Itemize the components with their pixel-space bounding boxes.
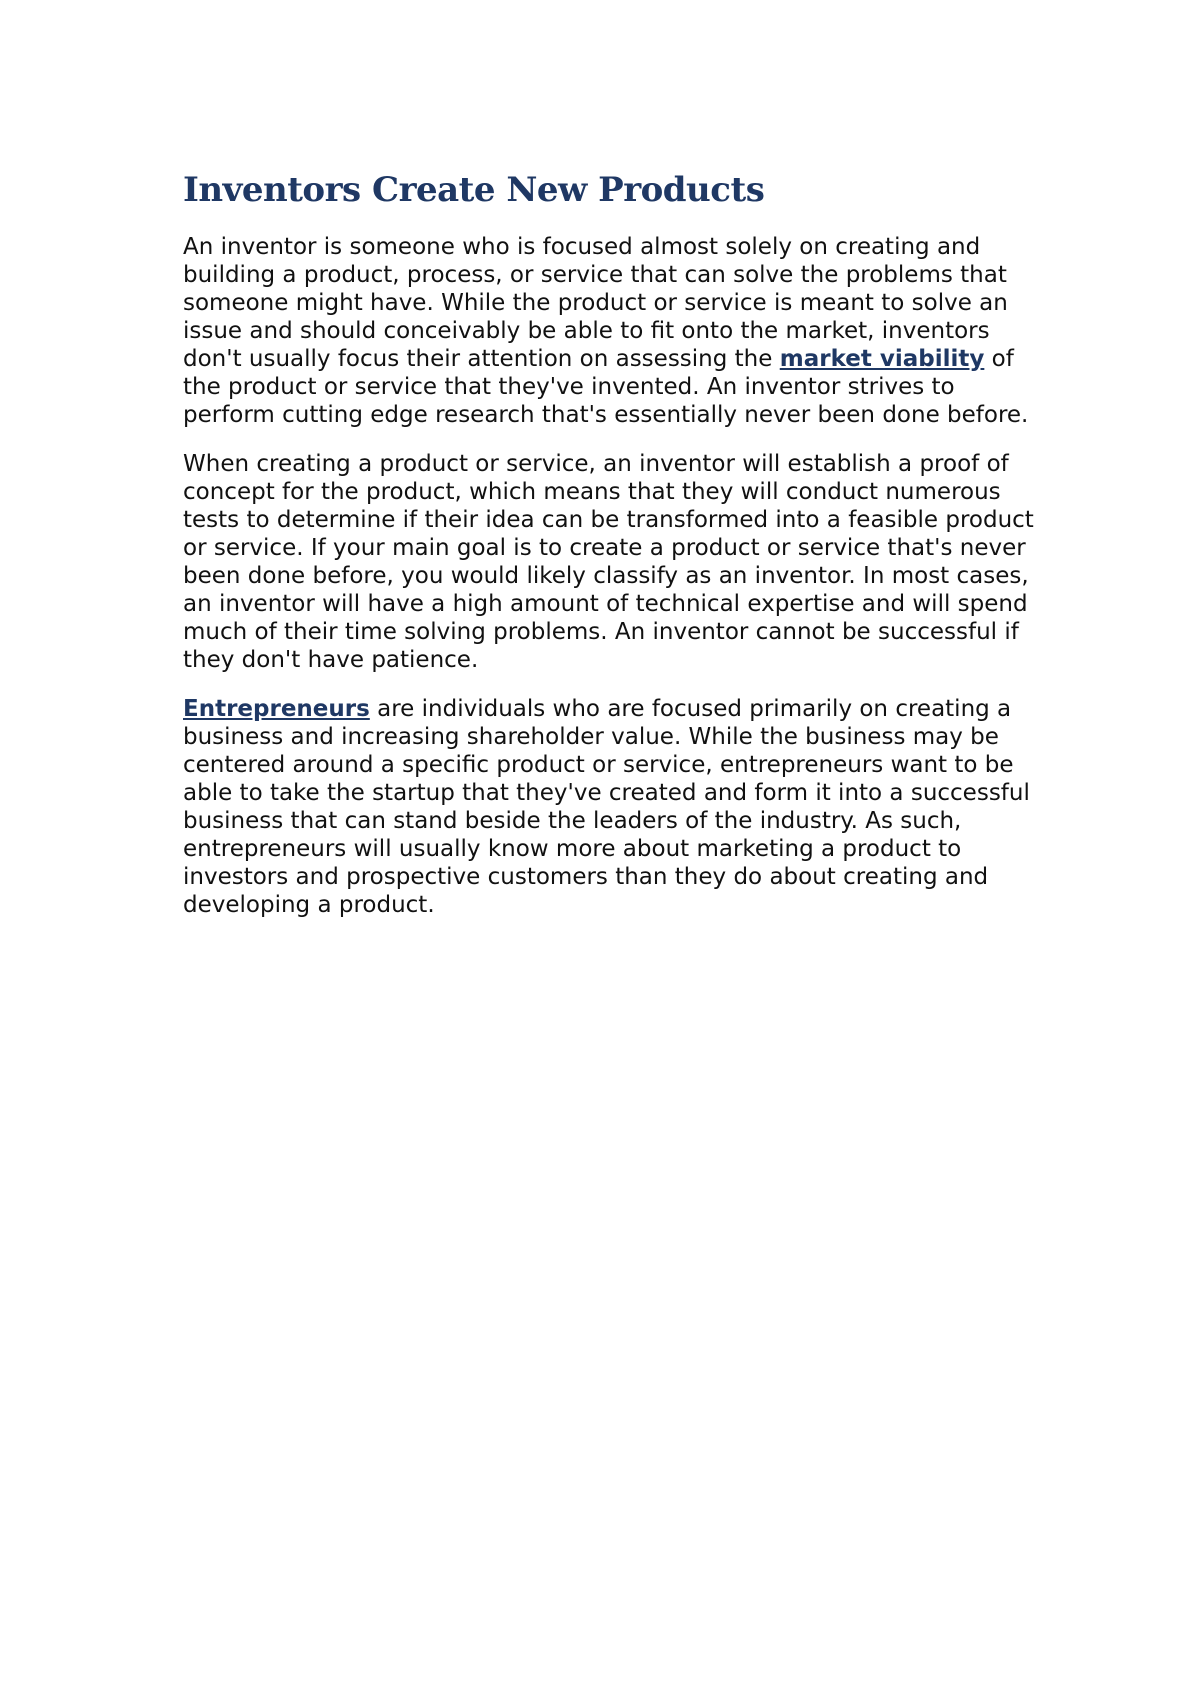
entrepreneurs-link[interactable]: Entrepreneurs bbox=[183, 695, 370, 722]
paragraph-text: are individuals who are focused primarily on creating a business and increasing shareholder value. While the business may be centered around a specific product or service, entrepreneurs want to be able to take the startup that they've created and form it into a successful business that can stand beside the leaders of the industry. As such, entrepreneurs will usually know more about marketing a product to investors and prospective customers than they do about creating and developing a product. bbox=[183, 695, 1030, 918]
market-viability-link[interactable]: market viability bbox=[779, 345, 985, 372]
paragraph-text: An inventor is someone who is focused almost solely on creating and building a product, process, or service that can solve the problems that someone might have. While the product or service is meant to solve an issue and should conceivably be able to fit onto the market, inventors don't usually focus their attention on assessing the bbox=[183, 233, 1008, 372]
page-title: Inventors Create New Products bbox=[183, 170, 765, 210]
paragraph-proof-of-concept: When creating a product or service, an inventor will establish a proof of concept for the product, which means that they will conduct numerous tests to determine if their idea can be transformed into a feasible product or service. If your main goal is to create a product or service that's never been done before, you would likely classify as an inventor. In most cases, an inventor will have a high amount of technical expertise and will spend much of their time solving problems. An inventor cannot be successful if they don't have patience. bbox=[183, 450, 1034, 673]
paragraph-entrepreneurs bbox=[183, 695, 1043, 919]
paragraph-inventor-definition bbox=[183, 233, 1043, 429]
paragraph-text: of the product or service that they've invented. An inventor strives to perform cutting edge research that's essentially never been done before. bbox=[183, 345, 1029, 428]
document-page bbox=[183, 170, 1043, 940]
